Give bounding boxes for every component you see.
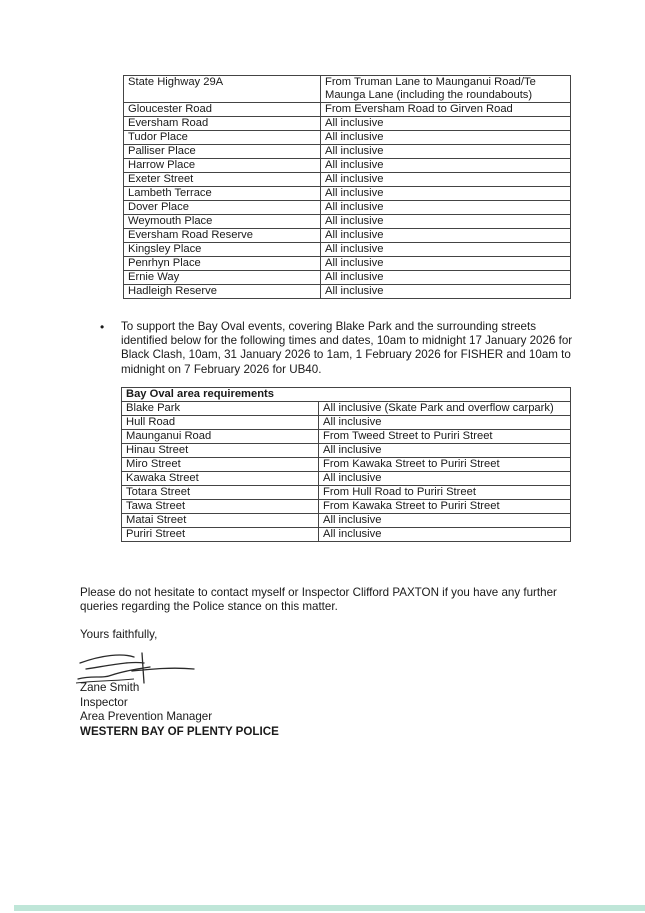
table-row	[124, 131, 571, 145]
table-row	[124, 229, 571, 243]
extent-cell: All inclusive	[321, 117, 571, 131]
table-row	[124, 76, 571, 103]
table-row	[124, 271, 571, 285]
table-row	[124, 173, 571, 187]
extent-cell: All inclusive	[319, 528, 571, 542]
road-closure-table	[123, 75, 571, 299]
signatory-organisation: WESTERN BAY OF PLENTY POLICE	[80, 724, 279, 738]
table-row	[122, 402, 571, 416]
extent-cell: All inclusive	[321, 173, 571, 187]
road-name-cell: Hadleigh Reserve	[124, 285, 321, 299]
table-row	[124, 103, 571, 117]
bay-oval-bullet-text: To support the Bay Oval events, covering Blake Park and the surrounding streets identified below for the following times and dates, 10am to midnight 17 January 2026 for Black Clash, 10am, 31 January 2026 to 1am, 1 February 2026 for FISHER and 10am to midnight on 7 February 2026 for UB40.	[121, 320, 573, 376]
road-name-cell: Dover Place	[124, 201, 321, 215]
road-name-cell: Palliser Place	[124, 145, 321, 159]
table-row	[122, 514, 571, 528]
road-name-cell: Weymouth Place	[124, 215, 321, 229]
table-row	[124, 145, 571, 159]
table-row	[124, 243, 571, 257]
table-row	[122, 486, 571, 500]
table-row	[122, 416, 571, 430]
extent-cell: All inclusive	[321, 131, 571, 145]
signatory-name: Zane Smith	[80, 681, 140, 694]
bay-oval-table-header: Bay Oval area requirements	[122, 388, 571, 402]
bay-oval-table	[121, 387, 571, 542]
road-name-cell: State Highway 29A	[124, 76, 321, 103]
table-row	[122, 472, 571, 486]
table-row	[122, 444, 571, 458]
road-name-cell: Eversham Road	[124, 117, 321, 131]
extent-cell: All inclusive (Skate Park and overflow carpark)	[319, 402, 571, 416]
road-name-cell: Eversham Road Reserve	[124, 229, 321, 243]
road-name-cell: Harrow Place	[124, 159, 321, 173]
road-name-cell: Miro Street	[122, 458, 319, 472]
closing-paragraph: Please do not hesitate to contact myself or Inspector Clifford PAXTON if you have any further queries regarding the Police stance on this matter.	[80, 586, 557, 614]
extent-cell: From Hull Road to Puriri Street	[319, 486, 571, 500]
extent-cell: All inclusive	[321, 285, 571, 299]
extent-cell: From Truman Lane to Maunganui Road/Te Maunga Lane (including the roundabouts)	[321, 76, 571, 103]
road-name-cell: Penrhyn Place	[124, 257, 321, 271]
salutation: Yours faithfully,	[80, 628, 158, 641]
extent-cell: From Eversham Road to Girven Road	[321, 103, 571, 117]
signatory-rank: Inspector	[80, 695, 128, 709]
extent-cell: All inclusive	[321, 271, 571, 285]
table-row	[124, 215, 571, 229]
extent-cell: From Kawaka Street to Puriri Street	[319, 500, 571, 514]
bullet-symbol: •	[100, 320, 105, 334]
extent-cell: All inclusive	[321, 187, 571, 201]
road-name-cell: Ernie Way	[124, 271, 321, 285]
table-row	[124, 201, 571, 215]
road-name-cell: Kingsley Place	[124, 243, 321, 257]
road-name-cell: Totara Street	[122, 486, 319, 500]
extent-cell: All inclusive	[321, 159, 571, 173]
road-name-cell: Gloucester Road	[124, 103, 321, 117]
road-name-cell: Lambeth Terrace	[124, 187, 321, 201]
signature-block	[80, 681, 279, 739]
extent-cell: All inclusive	[321, 257, 571, 271]
extent-cell: All inclusive	[319, 472, 571, 486]
extent-cell: All inclusive	[321, 145, 571, 159]
extent-cell: All inclusive	[321, 201, 571, 215]
road-name-cell: Hull Road	[122, 416, 319, 430]
bay-oval-table-body	[122, 388, 571, 542]
table-row	[124, 257, 571, 271]
extent-cell: All inclusive	[319, 416, 571, 430]
road-name-cell: Kawaka Street	[122, 472, 319, 486]
table-row	[124, 159, 571, 173]
footer-bar	[14, 905, 645, 911]
extent-cell: From Kawaka Street to Puriri Street	[319, 458, 571, 472]
road-name-cell: Matai Street	[122, 514, 319, 528]
road-name-cell: Blake Park	[122, 402, 319, 416]
extent-cell: All inclusive	[321, 215, 571, 229]
extent-cell: From Tweed Street to Puriri Street	[319, 430, 571, 444]
extent-cell: All inclusive	[319, 444, 571, 458]
extent-cell: All inclusive	[321, 229, 571, 243]
road-name-cell: Maunganui Road	[122, 430, 319, 444]
road-name-cell: Hinau Street	[122, 444, 319, 458]
road-name-cell: Puriri Street	[122, 528, 319, 542]
road-name-cell: Tudor Place	[124, 131, 321, 145]
table-row	[122, 500, 571, 514]
table-row	[122, 528, 571, 542]
signatory-role: Area Prevention Manager	[80, 710, 213, 723]
road-name-cell: Exeter Street	[124, 173, 321, 187]
road-name-cell: Tawa Street	[122, 500, 319, 514]
table-row	[122, 458, 571, 472]
extent-cell: All inclusive	[321, 243, 571, 257]
road-closure-table-body	[124, 76, 571, 299]
bay-oval-table-header-row	[122, 388, 571, 402]
table-row	[124, 117, 571, 131]
extent-cell: All inclusive	[319, 514, 571, 528]
table-row	[124, 187, 571, 201]
table-row	[124, 285, 571, 299]
table-row	[122, 430, 571, 444]
